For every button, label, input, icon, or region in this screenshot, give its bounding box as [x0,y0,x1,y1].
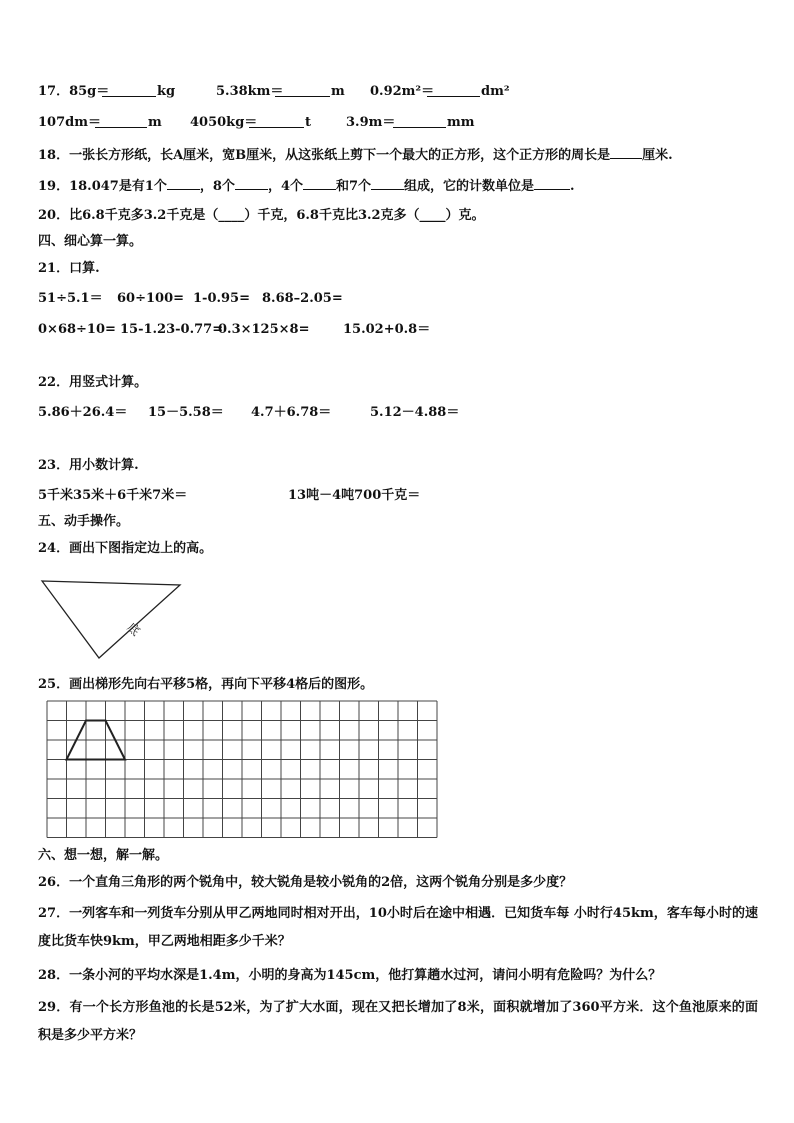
q21-title: 21．口算. [38,261,100,276]
q17-item4-unit: m [148,115,162,130]
q23-title: 23．用小数计算. [38,458,139,473]
q19-blank1[interactable] [167,176,200,190]
section-4-heading: 四、细心算一算。 [38,234,143,249]
q19-part1: 19．18.047是有1个 [38,179,167,194]
q17-item4-prefix: 107dm＝ [38,115,101,130]
q21-item: 15-1.23-0.77= [120,322,224,337]
q25-title: 25．画出梯形先向右平移5格，再向下平移4格后的图形。 [38,677,374,692]
section-5-heading: 五、动手操作。 [38,514,130,529]
q17-blank6[interactable] [393,114,446,128]
q17-item1-unit: kg [157,84,176,99]
q17-blank3[interactable] [427,83,480,97]
q17-item2-prefix: 5.38km＝ [216,84,284,99]
q17-item6-unit: mm [447,115,475,130]
q17-item5-unit: t [305,115,312,130]
q17-item5-prefix: 4050kg＝ [190,115,258,130]
q21-item: 51÷5.1＝ [38,291,103,306]
q18-text: 18．一张长方形纸，长A厘米，宽B厘米，从这张纸上剪下一个最大的正方形，这个正方形的周长是 [38,148,611,163]
q17-blank2[interactable] [275,83,330,97]
q28: 28．一条小河的平均水深是1.4m，小明的身高为145cm，他打算趟水过河，请问小明有危险吗？为什么？ [38,968,662,983]
q17-item3-prefix: 0.92m²＝ [370,84,435,99]
q21-item: 0.3×125×8= [218,322,310,337]
q21-item: 8.68–2.05= [262,291,343,306]
q20: 20．比6.8千克多3.2千克是（____）千克，6.8千克比3.2克多（____）克。 [38,208,485,223]
q19-part5: 组成，它的计数单位是 [404,179,535,194]
q18-suffix: 厘米. [642,148,673,163]
q18-blank[interactable] [610,145,642,159]
q24-triangle [42,581,180,658]
q17-blank1[interactable] [102,83,156,97]
q22-title: 22．用竖式计算。 [38,375,148,390]
section-6-heading: 六、想一想，解一解。 [38,848,169,863]
q19-blank4[interactable] [371,176,404,190]
q19-blank3[interactable] [303,176,336,190]
q25-grid[interactable] [46,700,438,842]
q23-item: 13吨－4吨700千克＝ [288,488,421,503]
q22-item: 5.86＋26.4＝ [38,405,128,420]
q19-blank5[interactable] [534,176,570,190]
q19-part3: ，4个 [267,179,303,194]
q22-item: 5.12－4.88＝ [370,405,460,420]
q17-item2-unit: m [331,84,345,99]
q21-item: 0×68÷10= [38,322,116,337]
q17-blank4[interactable] [95,114,147,128]
q17-item6-prefix: 3.9m＝ [346,115,396,130]
q23-item: 5千米35米＋6千米7米＝ [38,488,188,503]
q27: 27．一列客车和一列货车分别从甲乙两地同时相对开出，10小时后在途中相遇．已知货车每 小时行45km，客车每小时的速度比货车快9km，甲乙两地相距多少千米？ [38,906,758,949]
q19 [38,176,575,196]
q17-item1-prefix: 17．85g＝ [38,84,110,99]
q18 [38,145,673,165]
q19-part6: . [570,179,575,194]
q22-item: 4.7＋6.78＝ [251,405,332,420]
q17-blank5[interactable] [249,114,304,128]
q24-title: 24．画出下图指定边上的高。 [38,541,213,556]
q21-item: 60÷100= [117,291,185,306]
q21-item: 15.02+0.8＝ [343,322,431,337]
q24-base-label: 底 [124,620,143,639]
q21-item: 1-0.95= [193,291,250,306]
q17-item3-unit: dm² [481,84,510,99]
q29: 29．有一个长方形鱼池的长是52米，为了扩大水面，现在又把长增加了8米，面积就增加了360平方米．这个鱼池原来的面积是多少平方米？ [38,1000,758,1043]
q19-part2: ，8个 [199,179,235,194]
q22-item: 15－5.58＝ [148,405,224,420]
q19-part4: 和7个 [335,179,372,194]
q19-blank2[interactable] [235,176,268,190]
q26: 26．一个直角三角形的两个锐角中，较大锐角是较小锐角的2倍，这两个锐角分别是多少度？ [38,875,573,890]
